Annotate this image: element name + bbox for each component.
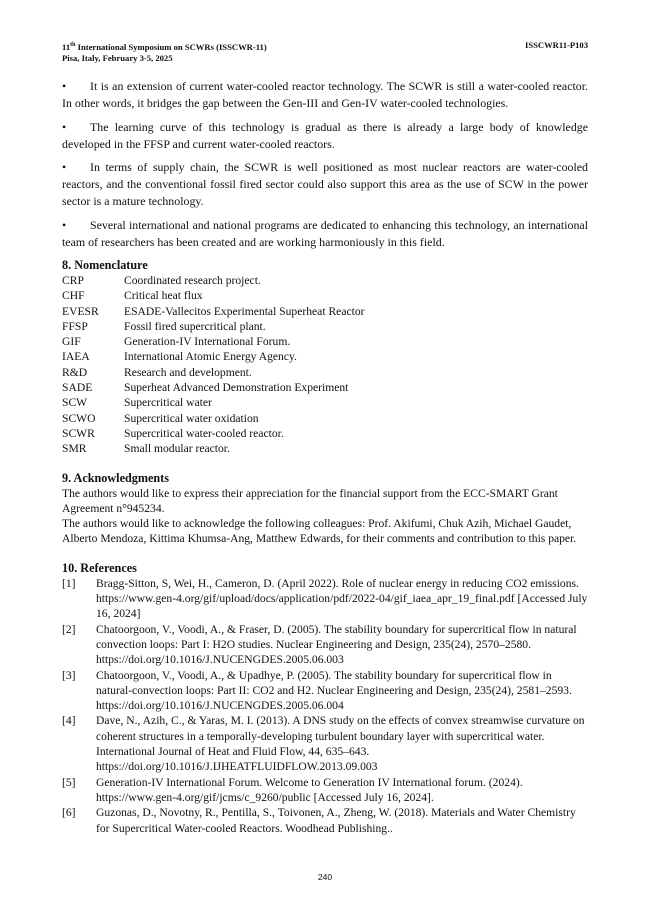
nomenclature-row	[62, 273, 588, 288]
reference-text: Bragg-Sitton, S, Wei, H., Cameron, D. (April 2022). Role of nuclear energy in reducing CO2 emissions. https://www.gen-4.org/gif/upload/docs/application/pdf/2022-04/gif_iaea_apr_19_final.pdf [Accessed July 16, 2024]	[96, 576, 588, 621]
bullet-icon: •	[62, 160, 67, 174]
nomenclature-def: Research and development.	[124, 365, 252, 379]
reference-number: [2]	[62, 622, 76, 636]
acknowledgments-paragraph: The authors would like to express their appreciation for the financial support from the ECC-SMART Grant Agreement n°945234.	[62, 486, 558, 515]
references-heading: 10. References	[62, 560, 137, 575]
nomenclature-abbr: EVESR	[62, 304, 99, 318]
nomenclature-row	[62, 365, 588, 380]
nomenclature-abbr: SCWO	[62, 411, 96, 425]
nomenclature-row	[62, 334, 588, 349]
page-header	[62, 40, 588, 64]
nomenclature-row	[62, 349, 588, 364]
reference-item	[62, 668, 588, 714]
nomenclature-abbr: GIF	[62, 335, 81, 349]
reference-number: [1]	[62, 576, 76, 590]
nomenclature-abbr: SCW	[62, 396, 88, 410]
nomenclature-def: Generation-IV International Forum.	[124, 335, 291, 349]
bullet-icon: •	[62, 119, 67, 134]
reference-number: [4]	[62, 714, 76, 728]
nomenclature-row	[62, 411, 588, 426]
nomenclature-def: Fossil fired supercritical plant.	[124, 319, 266, 333]
conference-title	[62, 40, 267, 53]
reference-text: Dave, N., Azih, C., & Yaras, M. I. (2013). A DNS study on the effects of convex streamwise curvature on coherent structures in a temporally-developing turbulent boundary layer with supercritical water. International Journal of Heat and Fluid Flow, 44, 635–643. https://doi.org/10.1016/J.IJHEATFLUIDFLOW.2013.09.003	[96, 714, 585, 774]
reference-item	[62, 775, 588, 806]
nomenclature-def: Small modular reactor.	[124, 442, 230, 456]
nomenclature-def: ESADE-Vallecitos Experimental Superheat Reactor	[124, 304, 365, 318]
nomenclature-abbr: CHF	[62, 289, 85, 303]
bullet-item	[62, 217, 588, 251]
nomenclature-abbr: R&D	[62, 365, 88, 379]
nomenclature-row	[62, 395, 588, 410]
nomenclature-def: Supercritical water oxidation	[124, 411, 259, 425]
nomenclature-row	[62, 441, 588, 456]
nomenclature-abbr: SCWR	[62, 426, 95, 440]
nomenclature-abbr: CRP	[62, 274, 84, 287]
nomenclature-list	[62, 273, 588, 457]
nomenclature-abbr: FFSP	[62, 319, 88, 333]
reference-item	[62, 713, 588, 774]
edition-suffix: th	[70, 42, 76, 48]
paper-id: ISSCWR11-P103	[524, 40, 588, 50]
nomenclature-abbr: IAEA	[62, 350, 90, 364]
nomenclature-def: Supercritical water-cooled reactor.	[124, 426, 284, 440]
reference-number: [6]	[62, 806, 76, 820]
bullet-item	[62, 119, 588, 153]
bullet-item	[62, 159, 588, 210]
nomenclature-row	[62, 380, 588, 395]
reference-text: Generation-IV International Forum. Welcome to Generation IV International forum. (2024). https://www.gen-4.org/gif/jcms/c_9260/public [Accessed July 16, 2024].	[96, 775, 523, 804]
bullet-text: In terms of supply chain, the SCWR is well positioned as most nuclear reactors are water-cooled reactors, and the conventional fossil fired sector could also support this area as the use of SCW in the power sector is a mature technology.	[62, 160, 588, 208]
page-content	[62, 78, 588, 836]
nomenclature-abbr: SMR	[62, 442, 87, 456]
nomenclature-def: Critical heat flux	[124, 289, 203, 303]
nomenclature-def: Superheat Advanced Demonstration Experiment	[124, 381, 349, 395]
conference-name: International Symposium on SCWRs (ISSCWR-11)	[75, 41, 267, 52]
references-list	[62, 576, 588, 836]
nomenclature-row	[62, 426, 588, 441]
nomenclature-row	[62, 319, 588, 334]
bullet-icon: •	[62, 217, 67, 232]
page-number: 240	[317, 872, 333, 882]
reference-text: Chatoorgoon, V., Voodi, A., & Fraser, D. (2005). The stability boundary for supercritical flow in natural convection loops: Part I: H2O studies. Nuclear Engineering and Design, 235(24), 2570–2580. https://doi.org/10.1016/J.NUCENGDES.2005.06.003	[96, 622, 577, 667]
bullet-text: It is an extension of current water-cooled reactor technology. The SCWR is still a water-cooled reactor. In other words, it bridges the gap between the Gen-III and Gen-IV water-cooled technologies.	[62, 79, 588, 110]
conference-location: Pisa, Italy, February 3-5, 2025	[62, 52, 173, 63]
nomenclature-row	[62, 288, 588, 303]
bullet-list	[62, 78, 588, 251]
reference-item	[62, 622, 588, 668]
nomenclature-def: Supercritical water	[124, 396, 212, 410]
bullet-text: The learning curve of this technology is gradual as there is already a large body of knowledge developed in the FFSP and current water-cooled reactors.	[62, 119, 588, 151]
nomenclature-def: International Atomic Energy Agency.	[124, 350, 297, 364]
bullet-item	[62, 78, 588, 112]
bullet-text: Several international and national programs are dedicated to enhancing this technology, an international team of researchers has been created and are working harmoniously in this field.	[62, 217, 588, 249]
acknowledgments-heading: 9. Acknowledgments	[62, 470, 169, 485]
nomenclature-def: Coordinated research project.	[124, 274, 261, 287]
reference-item	[62, 805, 588, 836]
nomenclature-abbr: SADE	[62, 381, 93, 395]
conference-info	[62, 40, 267, 64]
nomenclature-heading: 8. Nomenclature	[62, 258, 148, 272]
reference-text: Guzonas, D., Novotny, R., Pentilla, S., Toivonen, A., Zheng, W. (2018). Materials and Water Chemistry for Supercritical Water-cooled Reactors. Woodhead Publishing..	[96, 806, 576, 835]
nomenclature-row	[62, 304, 588, 319]
reference-number: [5]	[62, 775, 76, 789]
reference-item	[62, 576, 588, 622]
reference-text: Chatoorgoon, V., Voodi, A., & Upadhye, P. (2005). The stability boundary for supercritical flow in natural-convection loops: Part II: CO2 and H2. Nuclear Engineering and Design, 235(24), 2581–2593. https://doi.org/10.1016/J.NUCENGDES.2005.06.004	[96, 668, 572, 713]
bullet-icon: •	[62, 79, 67, 93]
edition-number: 11	[62, 41, 71, 52]
acknowledgments-paragraph: The authors would like to acknowledge the following colleagues: Prof. Akifumi, Chuk Azih, Michael Gaudet, Alberto Mendoza, Kittima Khumsa-Ang, Matthew Edwards, for their comments and contribution to this paper.	[62, 517, 577, 546]
reference-number: [3]	[62, 668, 76, 682]
